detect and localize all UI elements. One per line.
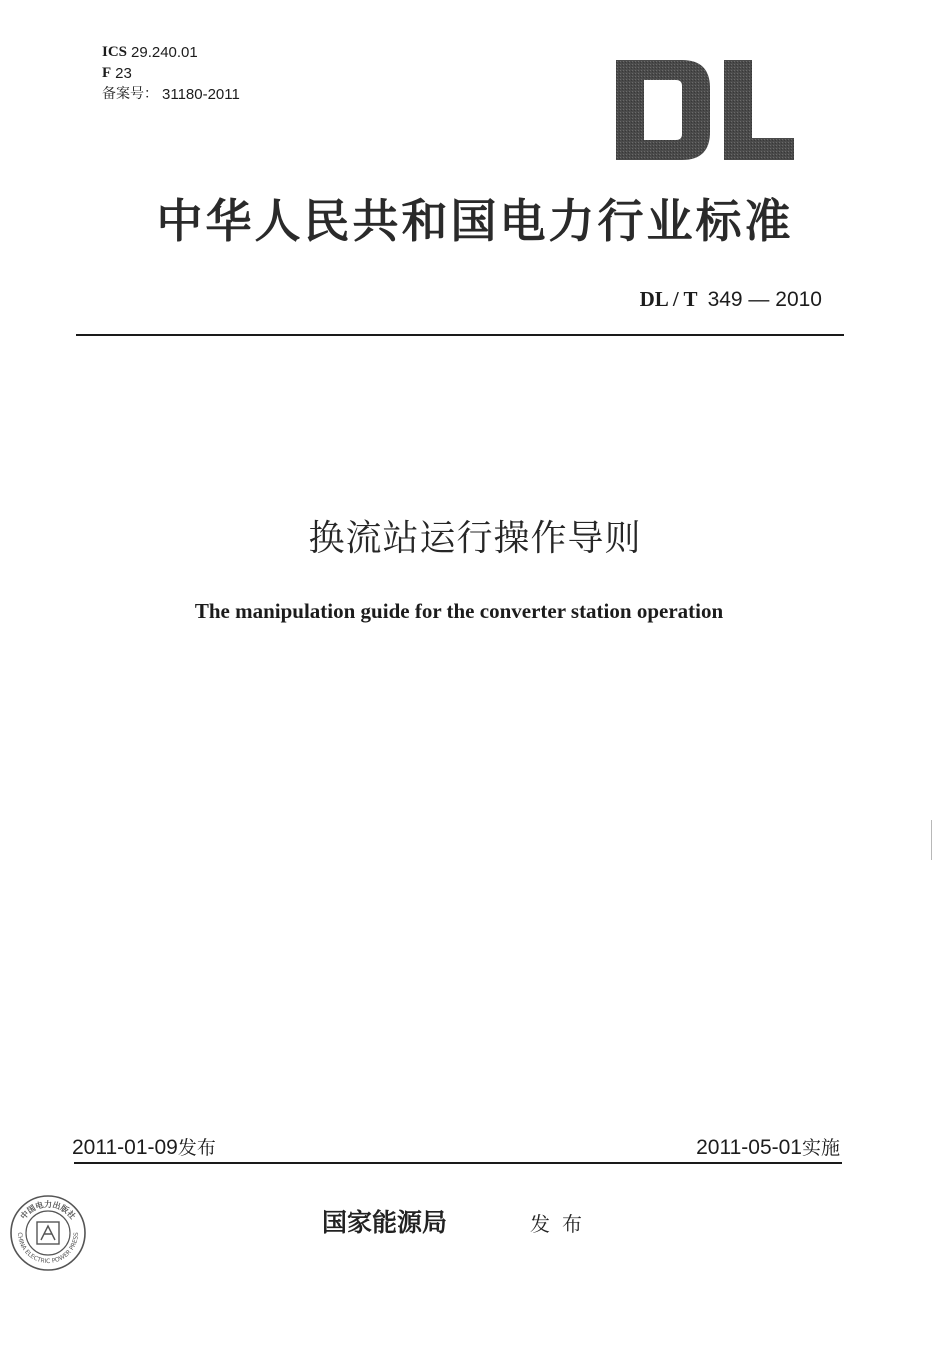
ics-label: ICS <box>102 44 128 60</box>
standard-number <box>640 287 822 312</box>
ics-row <box>102 42 240 63</box>
filing-number: 31180-2011 <box>162 86 240 103</box>
bottom-rule <box>74 1162 842 1164</box>
filing-label: 备案号： <box>102 86 158 102</box>
category-row <box>102 63 240 84</box>
implementation-date-value: 2011-05-01 <box>696 1136 802 1159</box>
implementation-date <box>696 1133 840 1160</box>
seal-text-cn: 中国电力出版社 <box>18 1200 78 1222</box>
dl-logo <box>614 58 796 162</box>
document-title-cn: 换流站运行操作导则 <box>308 518 642 559</box>
issuer-action: 发布 <box>530 1212 594 1236</box>
svg-text:CHINA ELECTRIC POWER PRESS <box>16 1232 80 1265</box>
logo-letter-l <box>724 60 794 160</box>
seal-text-en: CHINA ELECTRIC POWER PRESS <box>15 1232 81 1266</box>
ics-code: 29.240.01 <box>131 44 198 61</box>
standard-title: 中华人民共和国电力行业标准 <box>156 194 794 248</box>
standard-number-value: 349 — 2010 <box>707 288 822 311</box>
category-label: F <box>102 65 112 81</box>
implementation-date-suffix: 实施 <box>801 1137 840 1159</box>
scan-mark <box>931 820 932 860</box>
publisher-seal-icon <box>8 1193 88 1273</box>
issue-date-value: 2011-01-09 <box>72 1136 178 1159</box>
issuer-name: 国家能源局 <box>322 1208 448 1237</box>
issue-date <box>72 1133 216 1160</box>
document-title-en: The manipulation guide for the converter station operation <box>194 599 724 623</box>
logo-letter-d <box>616 60 710 160</box>
top-rule <box>76 334 844 336</box>
category-code: 23 <box>115 65 132 82</box>
standard-code: DL / T <box>639 287 698 311</box>
filing-row <box>102 84 240 105</box>
issue-date-suffix: 发布 <box>177 1137 216 1159</box>
classification-block <box>102 42 240 105</box>
